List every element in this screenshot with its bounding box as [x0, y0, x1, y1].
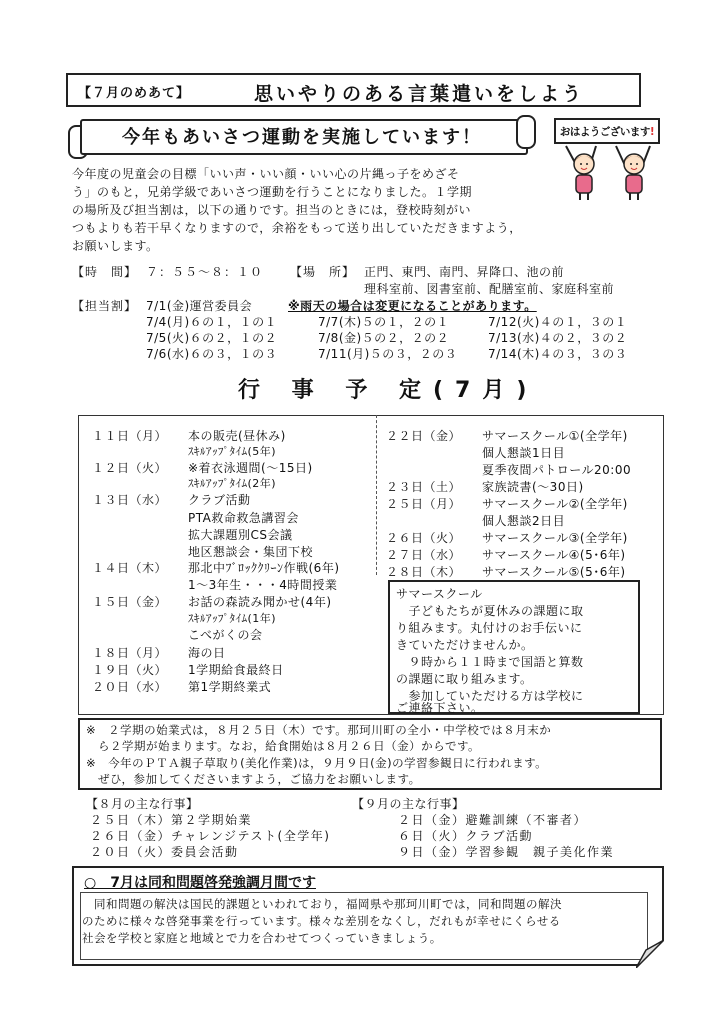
- dowa-line: 社会を学校と家庭と地域とで力を合わせてつくっていきましょう。: [82, 931, 442, 945]
- event-date: １８日（月）: [92, 646, 168, 660]
- event-item: サマースクール②(全学年): [482, 497, 628, 511]
- event-item: サマースクール①(全学年): [482, 429, 628, 443]
- event-item: 家族読書(〜30日): [482, 480, 584, 494]
- event-date: ２８日（木）: [386, 565, 462, 579]
- monthly-goal-label: 【７月のめあて】: [78, 86, 191, 101]
- time-label: 【時 間】: [72, 265, 138, 279]
- place-line: 理科室前、図書室前、配膳室前、家庭科室前: [364, 282, 615, 296]
- note-line: ※ 今年のＰＴＡ親子草取り(美化作業)は，９月９日(金)の学習参観日に行われます。: [86, 756, 548, 770]
- greeting-sign-text: おはようございます: [559, 126, 650, 138]
- summer-line: ９時から１１時まで国語と算数: [396, 655, 584, 669]
- greeting-kids-illustration: [554, 118, 662, 202]
- summer-line: り組みます。丸付けのお手伝いに: [396, 621, 583, 635]
- duty-cell: 7/5(火)６の２，１の２: [146, 331, 278, 345]
- note-line: ※ ２学期の始業式は，８月２５日（木）です。那珂川町の全小・中学校では８月末か: [86, 723, 552, 737]
- event-item: 個人懇談2日目: [482, 514, 566, 528]
- event-date: ２２日（金）: [386, 429, 462, 443]
- note-line: ぜひ，参加してくださいますよう，ご協力をお願いします。: [86, 772, 421, 786]
- event-date: １３日（水）: [92, 493, 168, 507]
- place-label: 【場 所】: [290, 265, 356, 279]
- page-fold-icon: [636, 940, 664, 968]
- summer-line: の課題に取り組みます。: [396, 672, 533, 686]
- event-item: 夏季夜間パトロール20:00: [482, 463, 632, 477]
- summer-line: ご連絡下さい。: [396, 701, 484, 715]
- event-item: 海の日: [188, 646, 226, 660]
- event-item: ｽｷﾙｱｯﾌﾟﾀｲﾑ(1年): [188, 612, 277, 625]
- duty-rain-note: ※雨天の場合は変更になることがあります。: [288, 299, 537, 313]
- aug-item: ２０日（火）委員会活動: [90, 845, 239, 859]
- dowa-line: のために様々な啓発事業を行っています。様々な差別をなくし，だれもが幸せにくらせる: [82, 914, 561, 928]
- summer-line: 子どもたちが夏休みの課題に取: [396, 604, 584, 618]
- aug-title: 【８月の主な行事】: [86, 797, 199, 811]
- note-line: ら２学期が始まります。なお，給食開始は８月２６日（金）からです。: [86, 739, 481, 753]
- intro-line: の場所及び担当割は，以下の通りです。担当のときには，登校時刻がい: [72, 203, 472, 217]
- event-item: クラブ活動: [188, 493, 251, 507]
- duty-cell: 7/7(木)５の１，２の１: [318, 315, 450, 329]
- greeting-sign: [554, 118, 660, 144]
- summer-line: 参加していただける方は学校に: [396, 689, 584, 703]
- event-date: １４日（木）: [92, 561, 168, 575]
- duty-cell: 7/12(火)４の１，３の１: [488, 315, 628, 329]
- monthly-goal-title: 思いやりのある言葉遣いをしよう: [254, 83, 585, 105]
- duty-cell: 7/4(月)６の１，１の１: [146, 315, 278, 329]
- dowa-line: 同和問題の解決は国民的課題といわれており，福岡県や那珂川町では，同和問題の解決: [82, 897, 562, 911]
- event-item: ｽｷﾙｱｯﾌﾟﾀｲﾑ(5年): [188, 445, 277, 458]
- duty-first: 7/1(金)運営委員会: [146, 299, 253, 313]
- event-item: 那北中ﾌﾞﾛｯｸｸﾘｰﾝ作戦(6年): [188, 561, 340, 575]
- sep-item: ２日（金）避難訓練（不審者）: [398, 813, 588, 827]
- monthly-goal-box: [66, 73, 641, 107]
- event-date: １１日（月）: [92, 429, 168, 443]
- sep-title: 【９月の主な行事】: [352, 797, 465, 811]
- event-item: 1〜3年生・・・4時間授業: [188, 578, 338, 592]
- event-item: サマースクール④(5･6年): [482, 548, 626, 562]
- time-value: ７：５５〜８：１０: [146, 265, 264, 279]
- greeting-banner-text: 今年もあいさつ運動を実施しています！: [122, 127, 482, 148]
- aug-item: ２６日（金）チャレンジテスト(全学年): [90, 829, 331, 843]
- event-item: PTA救命救急講習会: [188, 511, 299, 525]
- children-icon: [554, 142, 662, 202]
- dowa-title: ○ 7月は同和問題啓発強調月間です: [84, 875, 316, 891]
- event-item: ｽｷﾙｱｯﾌﾟﾀｲﾑ(2年): [188, 477, 277, 490]
- event-date: ２６日（火）: [386, 531, 462, 545]
- event-item: 個人懇談1日目: [482, 446, 566, 460]
- event-item: サマースクール⑤(5･6年): [482, 565, 626, 579]
- duty-cell: 7/14(木)４の３，３の３: [488, 347, 628, 361]
- sep-item: ６日（火）クラブ活動: [398, 829, 534, 843]
- aug-item: ２５日（木）第２学期始業: [90, 813, 253, 827]
- duty-cell: 7/13(水)４の２，３の２: [488, 331, 628, 345]
- event-item: 第1学期終業式: [188, 680, 272, 694]
- event-item: 地区懇談会・集団下校: [188, 545, 314, 559]
- event-item: 拡大課題別CS会議: [188, 528, 293, 542]
- event-date: ２７日（水）: [386, 548, 462, 562]
- event-date: ２３日（土）: [386, 480, 462, 494]
- greeting-sign-mark: !: [649, 126, 655, 138]
- event-item: 本の販売(昼休み): [188, 429, 286, 443]
- event-item: お話の森読み聞かせ(4年): [188, 595, 332, 609]
- place-line: 正門、東門、南門、昇降口、池の前: [364, 265, 565, 279]
- event-date: ２０日（水）: [92, 680, 168, 694]
- event-item: 1学期給食最終日: [188, 663, 284, 677]
- summer-line: きていただけませんか。: [396, 638, 534, 652]
- event-item: ※着衣泳週間(〜15日): [188, 461, 313, 475]
- calendar-divider: [376, 415, 377, 575]
- intro-line: つもよりも若干早くなりますので，余裕をもって送り出していただきますよう，: [72, 221, 522, 235]
- duty-label: 【担当割】: [72, 299, 138, 313]
- event-date: １２日（火）: [92, 461, 168, 475]
- sep-item: ９日（金）学習参観 親子美化作業: [398, 845, 615, 859]
- intro-line: 今年度の児童会の目標「いい声・いい顔・いい心の片縄っ子をめざそ: [72, 167, 460, 181]
- duty-cell: 7/11(月)５の３，２の３: [318, 347, 458, 361]
- intro-line: う」のもと，兄弟学級であいさつ運動を行うことになりました。１学期: [72, 185, 473, 199]
- greeting-banner: [64, 117, 536, 157]
- intro-line: お願いします。: [72, 239, 159, 253]
- duty-cell: 7/6(水)６の３，１の３: [146, 347, 278, 361]
- event-item: こべがくの会: [188, 628, 263, 642]
- event-date: １５日（金）: [92, 595, 168, 609]
- event-date: ２５日（月）: [386, 497, 462, 511]
- duty-cell: 7/8(金)５の２，２の２: [318, 331, 450, 345]
- summer-line: サマースクール: [396, 587, 483, 601]
- events-title: 行 事 予 定(7月): [238, 378, 539, 403]
- event-item: サマースクール③(全学年): [482, 531, 628, 545]
- event-date: １９日（火）: [92, 663, 168, 677]
